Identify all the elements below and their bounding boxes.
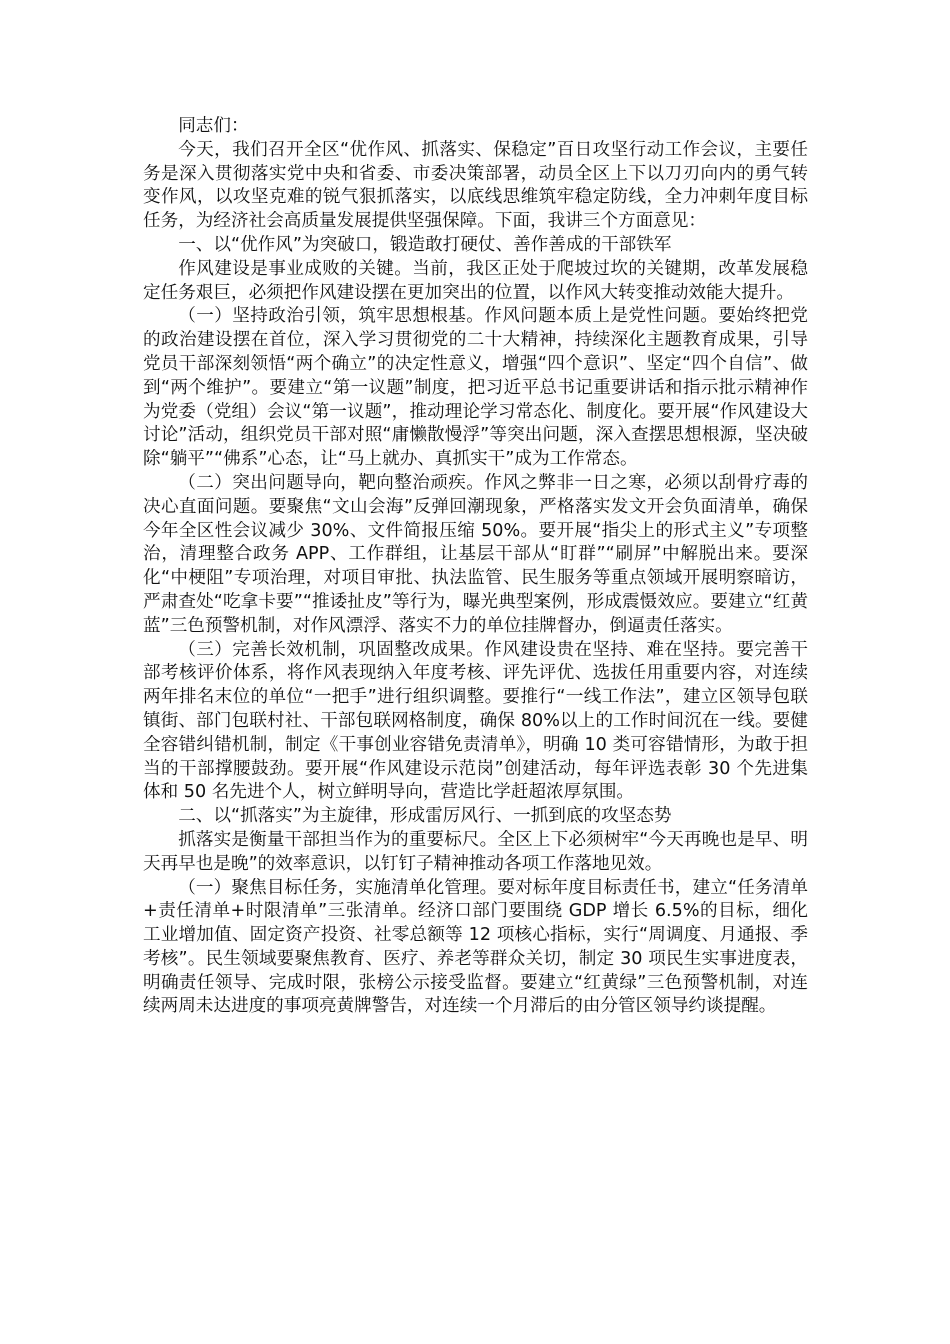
section-heading-2: 二、以“抓落实”为主旋律，形成雷厉风行、一抓到底的攻坚态势 bbox=[178, 806, 672, 827]
paragraph-section-1-intro: 作风建设是事业成败的关键。当前，我区正处于爬坡过坎的关键期，改革发展稳定任务艰巨，必须把作风建设摆在更加突出的位置，以作风大转变推动效能大提升。 bbox=[143, 258, 808, 303]
paragraph-section-1-item-1: （一）坚持政治引领，筑牢思想根基。作风问题本质上是党性问题。要始终把党的政治建设摆在首位，深入学习贯彻党的二十大精神，持续深化主题教育成果，引导党员干部深刻领悟“两个确立”的决定性意义，增强“四个意识”、坚定“四个自信”、做到“两个维护”。要建立“第一议题”制度，把习近平总书记重要讲话和指示批示精神作为党委（党组）会议“第一议题”，推动理论学习常态化、制度化。要开展“作风建设大讨论”活动，组织党员干部对照“庸懒散慢浮”等突出问题，深入查摆思想根源，坚决破除“躺平”“佛系”心态，让“马上就办、真抓实干”成为工作常态。 bbox=[143, 306, 808, 470]
section-heading-1: 一、以“优作风”为突破口，锻造敢打硬仗、善作善成的干部铁军 bbox=[178, 234, 672, 255]
paragraph-intro: 今天，我们召开全区“优作风、抓落实、保稳定”百日攻坚行动工作会议，主要任务是深入贯彻落实党中央和省委、市委决策部署，动员全区上下以刀刃向内的勇气转变作风，以攻坚克难的锐气狠抓落实，以底线思维筑牢稳定防线，全力冲刺年度目标任务，为经济社会高质量发展提供坚强保障。下面，我讲三个方面意见： bbox=[143, 139, 808, 232]
paragraph-section-1-item-2: （二）突出问题导向，靶向整治顽疾。作风之弊非一日之寒，必须以刮骨疗毒的决心直面问题。要聚焦“文山会海”反弹回潮现象，严格落实发文开会负面清单，确保今年全区性会议减少 30%、文件简报压缩 50%。要开展“指尖上的形式主义”专项整治，清理整合政务 APP、工作群组，让基层干部从“盯群”“刷屏”中解脱出来。要深化“中梗阻”专项治理，对项目审批、执法监管、民生服务等重点领域开展明察暗访，严肃查处“吃拿卡要”“推诿扯皮”等行为，曝光典型案例，形成震慑效应。要建立“红黄蓝”三色预警机制，对作风漂浮、落实不力的单位挂牌督办，倒逼责任落实。 bbox=[143, 472, 808, 636]
document-body bbox=[143, 115, 808, 1019]
paragraph-section-1-item-3: （三）完善长效机制，巩固整改成果。作风建设贵在坚持、难在坚持。要完善干部考核评价体系，将作风表现纳入年度考核、评先评优、选拔任用重要内容，对连续两年排名末位的单位“一把手”进行组织调整。要推行“一线工作法”，建立区领导包联镇街、部门包联村社、干部包联网格制度，确保 80%以上的工作时间沉在一线。要健全容错纠错机制，制定《干事创业容错免责清单》，明确 10 类可容错情形，为敢于担当的干部撑腰鼓劲。要开展“作风建设示范岗”创建活动，每年评选表彰 30 个先进集体和 50 名先进个人，树立鲜明导向，营造比学赶超浓厚氛围。 bbox=[143, 639, 808, 803]
paragraph-section-2-item-1: （一）聚焦目标任务，实施清单化管理。要对标年度目标责任书，建立“任务清单+责任清单+时限清单”三张清单。经济口部门要围绕 GDP 增长 6.5%的目标，细化工业增加值、固定资产投资、社零总额等 12 项核心指标，实行“周调度、月通报、季考核”。民生领域要聚焦教育、医疗、养老等群众关切，制定 30 项民生实事进度表，明确责任领导、完成时限，张榜公示接受监督。要建立“红黄绿”三色预警机制，对连续两周未达进度的事项亮黄牌警告，对连续一个月滞后的由分管区领导约谈提醒。 bbox=[143, 877, 808, 1017]
salutation: 同志们： bbox=[178, 116, 249, 136]
paragraph-section-2-intro: 抓落实是衡量干部担当作为的重要标尺。全区上下必须树牢“今天再晚也是早、明天再早也是晚”的效率意识，以钉钉子精神推动各项工作落地见效。 bbox=[143, 829, 808, 874]
